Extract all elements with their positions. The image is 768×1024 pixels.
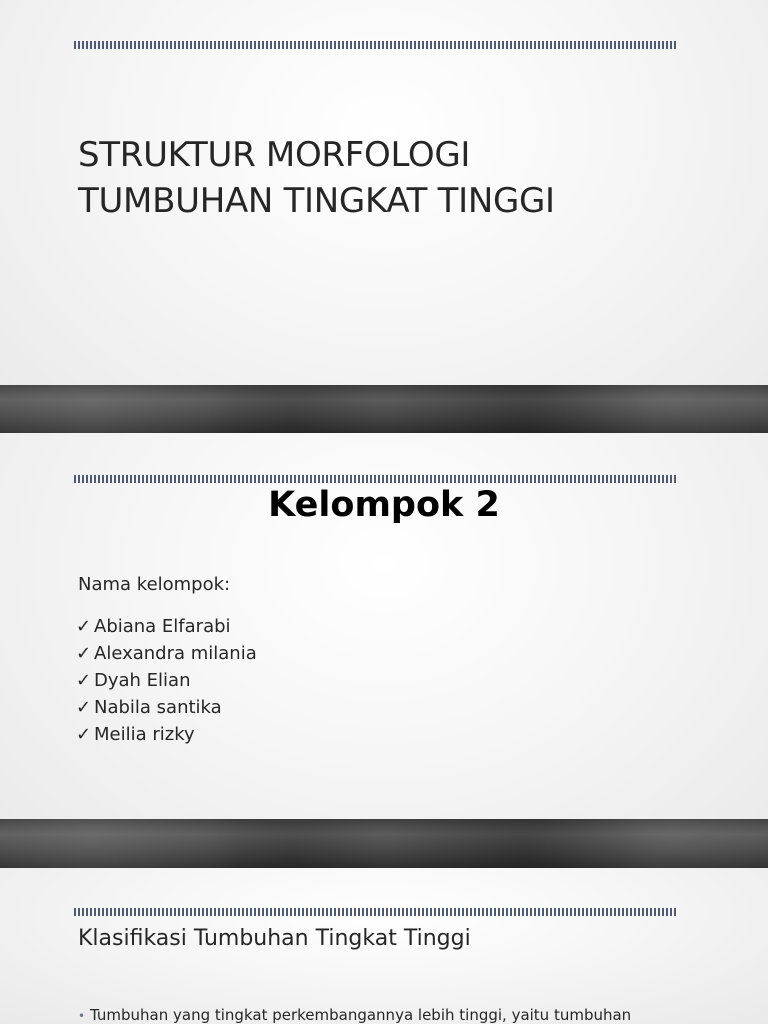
bullet-text: Tumbuhan yang tingkat perkembangannya lebih tinggi, yaitu tumbuhan <box>90 1006 632 1024</box>
member-name: Meilia rizky <box>94 724 195 745</box>
checkmark-icon: ✓ <box>76 616 92 637</box>
slide-decorative-bar <box>74 475 678 483</box>
stone-texture-band <box>0 819 768 868</box>
member-item <box>76 613 257 640</box>
slide-classification <box>0 868 768 1024</box>
member-item <box>76 694 257 721</box>
title-line: TUMBUHAN TINGKAT TINGGI <box>78 181 555 221</box>
bullet-icon: • <box>78 1009 86 1023</box>
member-name: Abiana Elfarabi <box>94 616 231 637</box>
slide-decorative-bar <box>74 908 678 916</box>
member-name: Nabila santika <box>94 697 222 718</box>
member-item <box>76 640 257 667</box>
checkmark-icon: ✓ <box>76 643 92 664</box>
slide-title <box>0 0 768 433</box>
member-name: Alexandra milania <box>94 643 257 664</box>
members-heading: Nama kelompok: <box>78 574 231 595</box>
member-item <box>76 667 257 694</box>
member-name: Dyah Elian <box>94 670 191 691</box>
checkmark-icon: ✓ <box>76 697 92 718</box>
checkmark-icon: ✓ <box>76 724 92 745</box>
slide-members <box>0 433 768 868</box>
members-list <box>76 613 257 748</box>
group-title: Kelompok 2 <box>268 485 500 525</box>
title-line: STRUKTUR MORFOLOGI <box>78 135 471 175</box>
slide-title-heading <box>78 132 718 224</box>
slide-decorative-bar <box>74 41 678 49</box>
member-item <box>76 721 257 748</box>
classification-title: Klasifikasi Tumbuhan Tingkat Tinggi <box>78 926 471 951</box>
stone-texture-band <box>0 385 768 433</box>
checkmark-icon: ✓ <box>76 670 92 691</box>
bullet-item <box>78 1006 631 1024</box>
